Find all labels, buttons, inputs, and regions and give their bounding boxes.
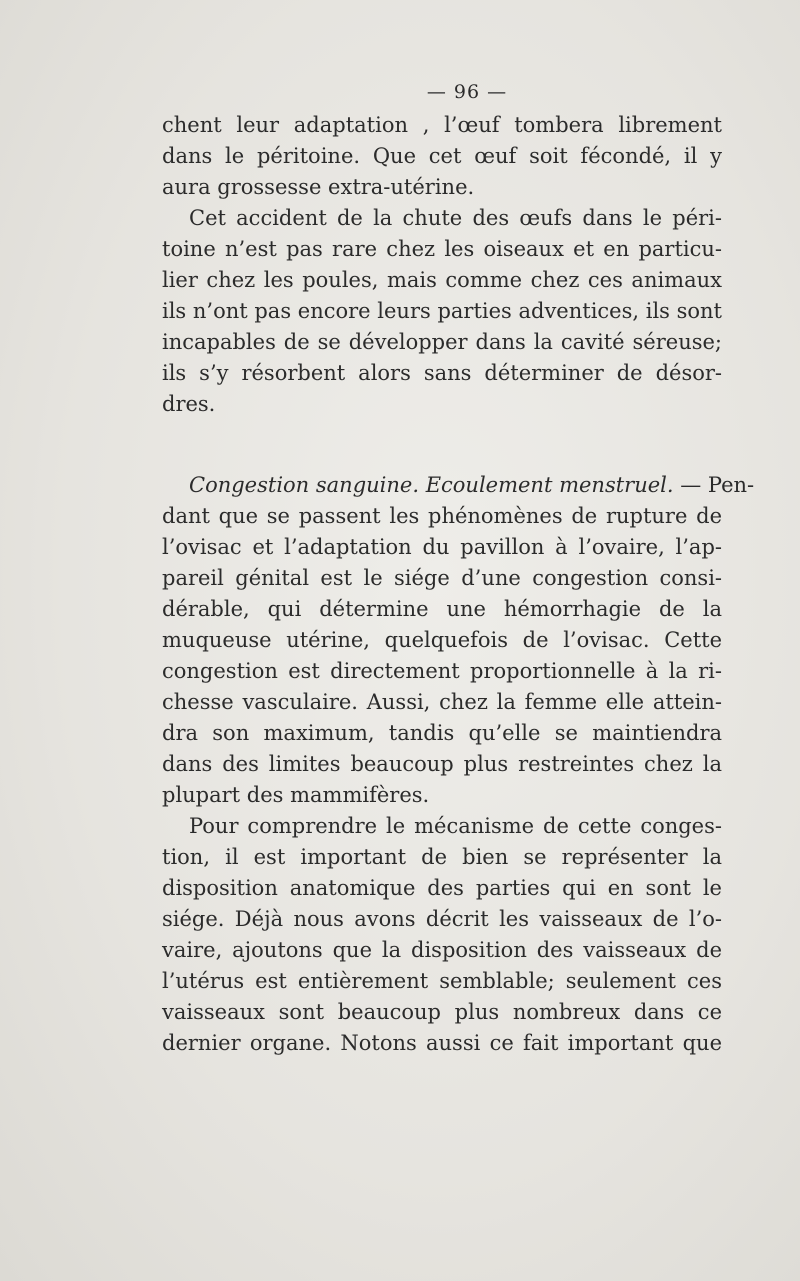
text-line: siége. Déjà nous avons décrit les vaisseaux de l’o- (162, 907, 722, 931)
text-line: Pour comprendre le mécanisme de cette conges- (189, 814, 722, 838)
text-line: muqueuse utérine, quelquefois de l’ovisac. Cette (162, 628, 722, 652)
section-heading-line (162, 470, 755, 501)
text-line: toine n’est pas rare chez les oiseaux et en particu- (162, 237, 722, 261)
section-heading-rest: — Pen- (673, 473, 755, 497)
paragraph-1 (162, 110, 722, 203)
text-line: Cet accident de la chute des œufs dans le péri- (189, 206, 722, 230)
text-line: dernier organe. Notons aussi ce fait important que (162, 1031, 722, 1055)
text-line: lier chez les poules, mais comme chez ces animaux (162, 268, 722, 292)
text-line: ils n’ont pas encore leurs parties adventices, ils sont (162, 299, 722, 323)
text-line: vaire, ajoutons que la disposition des vaisseaux de (162, 938, 722, 962)
text-line: dans le péritoine. Que cet œuf soit fécondé, il y (162, 144, 722, 168)
text-line: dans des limites beaucoup plus restreintes chez la (162, 752, 722, 776)
text-line: tion, il est important de bien se représenter la (162, 845, 722, 869)
section-heading: Congestion sanguine. Ecoulement menstruel. (189, 473, 674, 497)
text-line: chesse vasculaire. Aussi, chez la femme elle attein- (162, 690, 722, 714)
text-line: l’utérus est entièrement semblable; seulement ces (162, 969, 722, 993)
text-line: aura grossesse extra-utérine. (162, 175, 475, 199)
paragraph-4 (162, 811, 722, 1059)
section-gap (162, 420, 722, 470)
text-line: congestion est directement proportionnelle à la ri- (162, 659, 722, 683)
text-line: chent leur adaptation , l’œuf tombera librement (162, 113, 722, 137)
text-line: incapables de se développer dans la cavité séreuse; (162, 330, 722, 354)
text-line: dant que se passent les phénomènes de rupture de (162, 504, 722, 528)
text-line: dra son maximum, tandis qu’elle se maintiendra (162, 721, 722, 745)
text-line: l’ovisac et l’adaptation du pavillon à l’ovaire, l’ap- (162, 535, 722, 559)
text-line: dres. (162, 392, 216, 416)
page-content (162, 78, 755, 1059)
text-line: plupart des mammifères. (162, 783, 430, 807)
text-line: dérable, qui détermine une hémorrhagie de la (162, 597, 722, 621)
text-line: ils s’y résorbent alors sans déterminer de désor- (162, 361, 722, 385)
text-line: disposition anatomique des parties qui en sont le (162, 876, 722, 900)
paragraph-2 (162, 203, 722, 420)
page-number: — 96 — (426, 81, 508, 103)
text-line: pareil génital est le siége d’une congestion consi- (162, 566, 722, 590)
section-congestion (162, 470, 755, 811)
text-line: vaisseaux sont beaucoup plus nombreux dans ce (162, 1000, 722, 1024)
